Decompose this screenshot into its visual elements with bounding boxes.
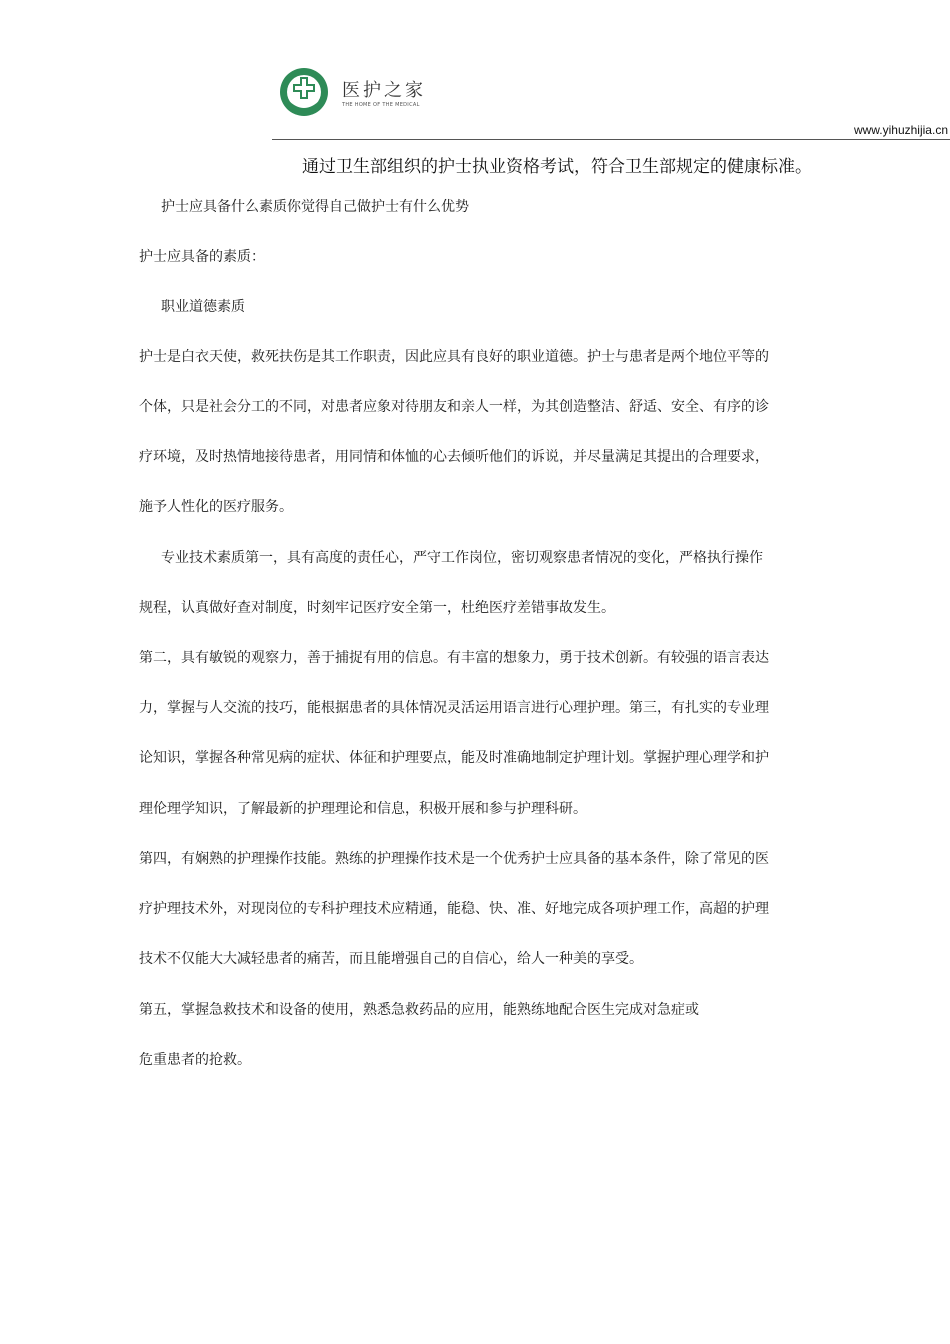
- paragraph-line: 理伦理学知识，了解最新的护理理论和信息，积极开展和参与护理科研。: [139, 801, 587, 817]
- paragraph-line: 论知识，掌握各种常见病的症状、体征和护理要点，能及时准确地制定护理计划。掌握护理心理学和护: [139, 750, 769, 766]
- paragraph-line: 专业技术素质第一，具有高度的责任心，严守工作岗位，密切观察患者情况的变化，严格执行操作: [161, 550, 763, 566]
- paragraph-line: 第二，具有敏锐的观察力，善于捕捉有用的信息。有丰富的想象力，勇于技术创新。有较强的语言表达: [139, 650, 769, 666]
- paragraph-line: 疗环境，及时热情地接待患者，用同情和体恤的心去倾听他们的诉说，并尽量满足其提出的合理要求，: [139, 449, 769, 465]
- paragraph-line: 职业道德素质: [161, 299, 245, 315]
- site-logo[interactable]: [278, 66, 438, 118]
- logo-text: 医护之家: [342, 80, 426, 101]
- paragraph-line: 第四，有娴熟的护理操作技能。熟练的护理操作技术是一个优秀护士应具备的基本条件，除了常见的医: [139, 851, 769, 867]
- paragraph-line: 技术不仅能大大减轻患者的痛苦，而且能增强自己的自信心，给人一种美的享受。: [139, 951, 643, 967]
- paragraph-line: 个体，只是社会分工的不同，对患者应象对待朋友和亲人一样，为其创造整洁、舒适、安全、有序的诊: [139, 399, 769, 415]
- page-header: [0, 0, 950, 150]
- paragraph-line: 护士应具备的素质：: [139, 249, 265, 265]
- paragraph-line: 力，掌握与人交流的技巧，能根据患者的具体情况灵活运用语言进行心理护理。第三，有扎实的专业理: [139, 700, 769, 716]
- paragraph-line: 危重患者的抢救。: [139, 1052, 251, 1068]
- document-heading: 通过卫生部组织的护士执业资格考试，符合卫生部规定的健康标准。: [302, 157, 812, 177]
- site-url[interactable]: www.yihuzhijia.cn: [853, 123, 948, 137]
- paragraph-line: 第五，掌握急救技术和设备的使用，熟悉急救药品的应用，能熟练地配合医生完成对急症或: [139, 1002, 699, 1018]
- paragraph-line: 规程，认真做好查对制度，时刻牢记医疗安全第一，杜绝医疗差错事故发生。: [139, 600, 615, 616]
- logo-subtext: THE HOME OF THE MEDICAL: [342, 102, 420, 108]
- paragraph-line: 疗护理技术外，对现岗位的专科护理技术应精通，能稳、快、准、好地完成各项护理工作，高超的护理: [139, 901, 769, 917]
- paragraph-line: 施予人性化的医疗服务。: [139, 499, 293, 515]
- medical-cross-logo-icon: [278, 66, 330, 118]
- paragraph-line: 护士是白衣天使，救死扶伤是其工作职责，因此应具有良好的职业道德。护士与患者是两个地位平等的: [139, 349, 769, 365]
- paragraph-line: 护士应具备什么素质你觉得自己做护士有什么优势: [161, 199, 469, 215]
- header-divider: [272, 139, 950, 140]
